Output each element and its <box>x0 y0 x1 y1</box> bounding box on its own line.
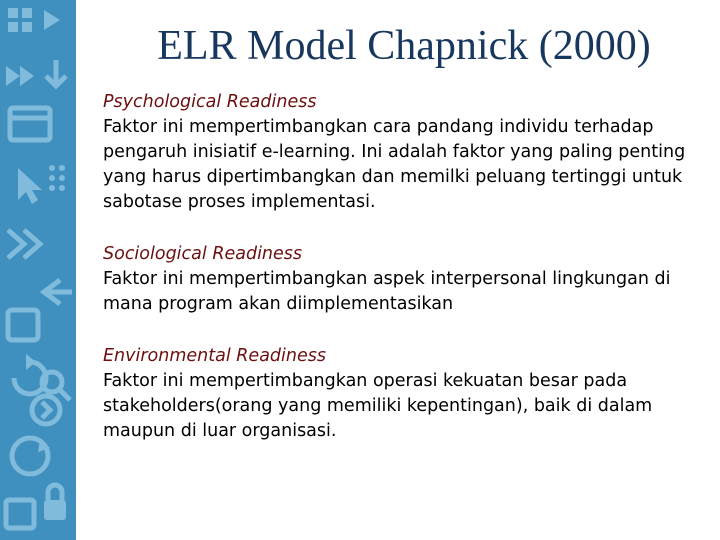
section-heading: Psychological Readiness <box>103 92 317 112</box>
section-environmental-readiness <box>103 344 693 444</box>
section-heading: Sociological Readiness <box>103 244 303 264</box>
section-body: Faktor ini mempertimbangkan cara pandang individu terhadap pengaruh inisiatif e-learning. Ini adalah faktor yang paling penting yang harus dipertimbangkan dan memilki peluang tertinggi untuk sabotase proses implementasi. <box>103 117 686 212</box>
grid-icon <box>8 8 32 32</box>
section-body: Faktor ini mempertimbangkan aspek interpersonal lingkungan di mana program akan diimplementasikan <box>103 269 671 314</box>
padlock-icon <box>44 485 66 520</box>
icon-pattern <box>0 0 76 540</box>
section-psychological-readiness <box>103 90 693 215</box>
pointer-icon <box>18 168 42 204</box>
fast-forward-icon <box>6 66 34 86</box>
slide-content <box>103 90 693 471</box>
download-icon <box>46 60 66 86</box>
slide-title: ELR Model Chapnick (2000) <box>157 23 651 69</box>
section-heading: Environmental Readiness <box>103 346 326 366</box>
decorative-icon-strip <box>0 0 76 540</box>
arrow-right-icon <box>32 396 60 424</box>
play-icon <box>44 10 60 30</box>
section-body: Faktor ini mempertimbangkan operasi kekuatan besar pada stakeholders(orang yang memiliki kepentingan), baik di dalam maupun di luar organisasi. <box>103 371 653 441</box>
section-sociological-readiness <box>103 242 693 317</box>
